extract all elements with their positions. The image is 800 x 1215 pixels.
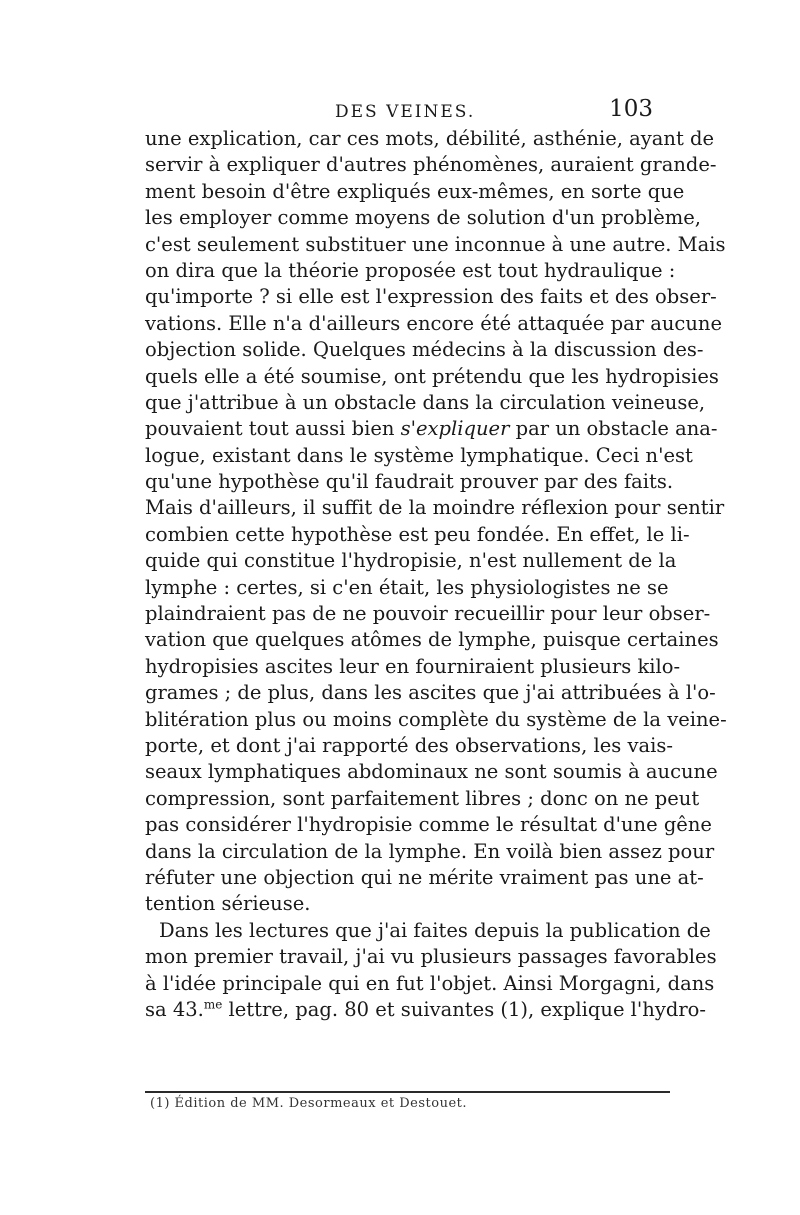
text-line: [145, 284, 717, 310]
text-line: [145, 680, 716, 706]
text-line: [145, 495, 725, 521]
text-line: [145, 364, 719, 390]
line-text: qu'une hypothèse qu'il faudrait prouver par des faits.: [145, 470, 674, 494]
text-line: [145, 469, 674, 495]
italic-word: s'expliquer: [400, 417, 510, 441]
line-text: vations. Elle n'a d'ailleurs encore été attaquée par aucune: [145, 311, 722, 335]
line-text: on dira que la théorie proposée est tout hydraulique :: [145, 258, 676, 282]
footnote: (1) Édition de MM. Desormeaux et Destouet.: [150, 1096, 468, 1111]
line-text-after: par un obstacle ana-: [509, 417, 718, 441]
line-text: servir à expliquer d'autres phénomènes, auraient grande-: [145, 153, 717, 177]
line-text: vation que quelques atômes de lymphe, puisque certaines: [145, 628, 719, 652]
line-text: lymphe : certes, si c'en était, les physiologistes ne se: [145, 575, 669, 599]
text-line: [145, 205, 702, 231]
text-line: [145, 416, 718, 442]
line-text: seaux lymphatiques abdominaux ne sont soumis à aucune: [145, 760, 718, 784]
line-text: une explication, car ces mots, débilité, asthénie, ayant de: [145, 127, 715, 150]
page-number: 103: [609, 96, 653, 122]
line-text: que j'attribue à un obstacle dans la circulation veineuse,: [145, 390, 706, 414]
line-text: qu'importe ? si elle est l'expression des faits et des obser-: [145, 285, 717, 309]
line-text: quide qui constitue l'hydropisie, n'est nullement de la: [145, 549, 677, 573]
text-line: [145, 575, 669, 601]
line-text: mon premier travail, j'ai vu plusieurs passages favorables: [145, 945, 717, 969]
footnote-rule: [145, 1091, 670, 1093]
text-line: [145, 891, 657, 917]
line-text: plaindraient pas de ne pouvoir recueillir pour leur obser-: [145, 602, 711, 626]
line-text-before: sa 43.: [145, 997, 204, 1021]
text-line: [145, 443, 693, 469]
text-line: [145, 707, 727, 733]
body-text: [145, 126, 727, 1023]
text-line: [145, 601, 711, 627]
text-line: [145, 997, 706, 1023]
text-line: [145, 152, 717, 178]
running-title: DES VEINES.: [335, 102, 476, 122]
line-text: ment besoin d'être expliqués eux-mêmes, en sorte que: [145, 179, 685, 203]
line-text: grames ; de plus, dans les ascites que j'ai attribuées à l'o-: [145, 681, 716, 705]
superscript: me: [203, 997, 223, 1012]
line-text: logue, existant dans le système lymphatique. Ceci n'est: [145, 443, 693, 467]
text-line: [145, 839, 715, 865]
line-text: tention sérieuse.: [145, 892, 311, 916]
line-text: hydropisies ascites leur en fourniraient plusieurs kilo-: [145, 654, 681, 678]
text-line: [145, 918, 711, 944]
text-line: [145, 337, 704, 363]
running-head: [145, 96, 655, 126]
text-line: [145, 311, 722, 337]
text-line: [145, 390, 706, 416]
text-line: [145, 548, 677, 574]
line-text: compression, sont parfaitement libres ; donc on ne peut: [145, 786, 700, 810]
line-text: objection solide. Quelques médecins à la discussion des-: [145, 338, 704, 362]
text-line: [145, 944, 717, 970]
text-line: [145, 786, 700, 812]
text-line: [145, 654, 681, 680]
text-line: [145, 865, 704, 891]
line-text: quels elle a été soumise, ont prétendu que les hydropisies: [145, 364, 719, 388]
line-text: blitération plus ou moins complète du système de la veine-: [145, 707, 727, 731]
line-text: dans la circulation de la lymphe. En voilà bien assez pour: [145, 839, 715, 863]
line-text: c'est seulement substituer une inconnue à une autre. Mais: [145, 232, 726, 256]
line-text: réfuter une objection qui ne mérite vraiment pas une at-: [145, 865, 704, 889]
line-text: combien cette hypothèse est peu fondée. En effet, le li-: [145, 522, 690, 546]
text-line: [145, 232, 726, 258]
line-text: les employer comme moyens de solution d'un problème,: [145, 206, 702, 230]
text-line: [145, 733, 673, 759]
text-line: [145, 627, 719, 653]
line-text: porte, et dont j'ai rapporté des observations, les vais-: [145, 733, 673, 757]
text-line: [145, 759, 718, 785]
text-line: [145, 179, 685, 205]
text-line: [145, 812, 712, 838]
line-text: à l'idée principale qui en fut l'objet. Ainsi Morgagni, dans: [145, 971, 715, 995]
text-line: [145, 522, 690, 548]
text-line: [145, 258, 676, 284]
text-line: [145, 971, 715, 997]
line-text: Dans les lectures que j'ai faites depuis la publication de: [159, 918, 711, 942]
line-text: pas considérer l'hydropisie comme le résultat d'une gêne: [145, 813, 712, 837]
text-line: [145, 126, 715, 152]
line-text: Mais d'ailleurs, il suffit de la moindre réflexion pour sentir: [145, 496, 725, 520]
line-text-before: pouvaient tout aussi bien: [145, 417, 401, 441]
line-text-after: lettre, pag. 80 et suivantes (1), explique l'hydro-: [222, 997, 706, 1021]
